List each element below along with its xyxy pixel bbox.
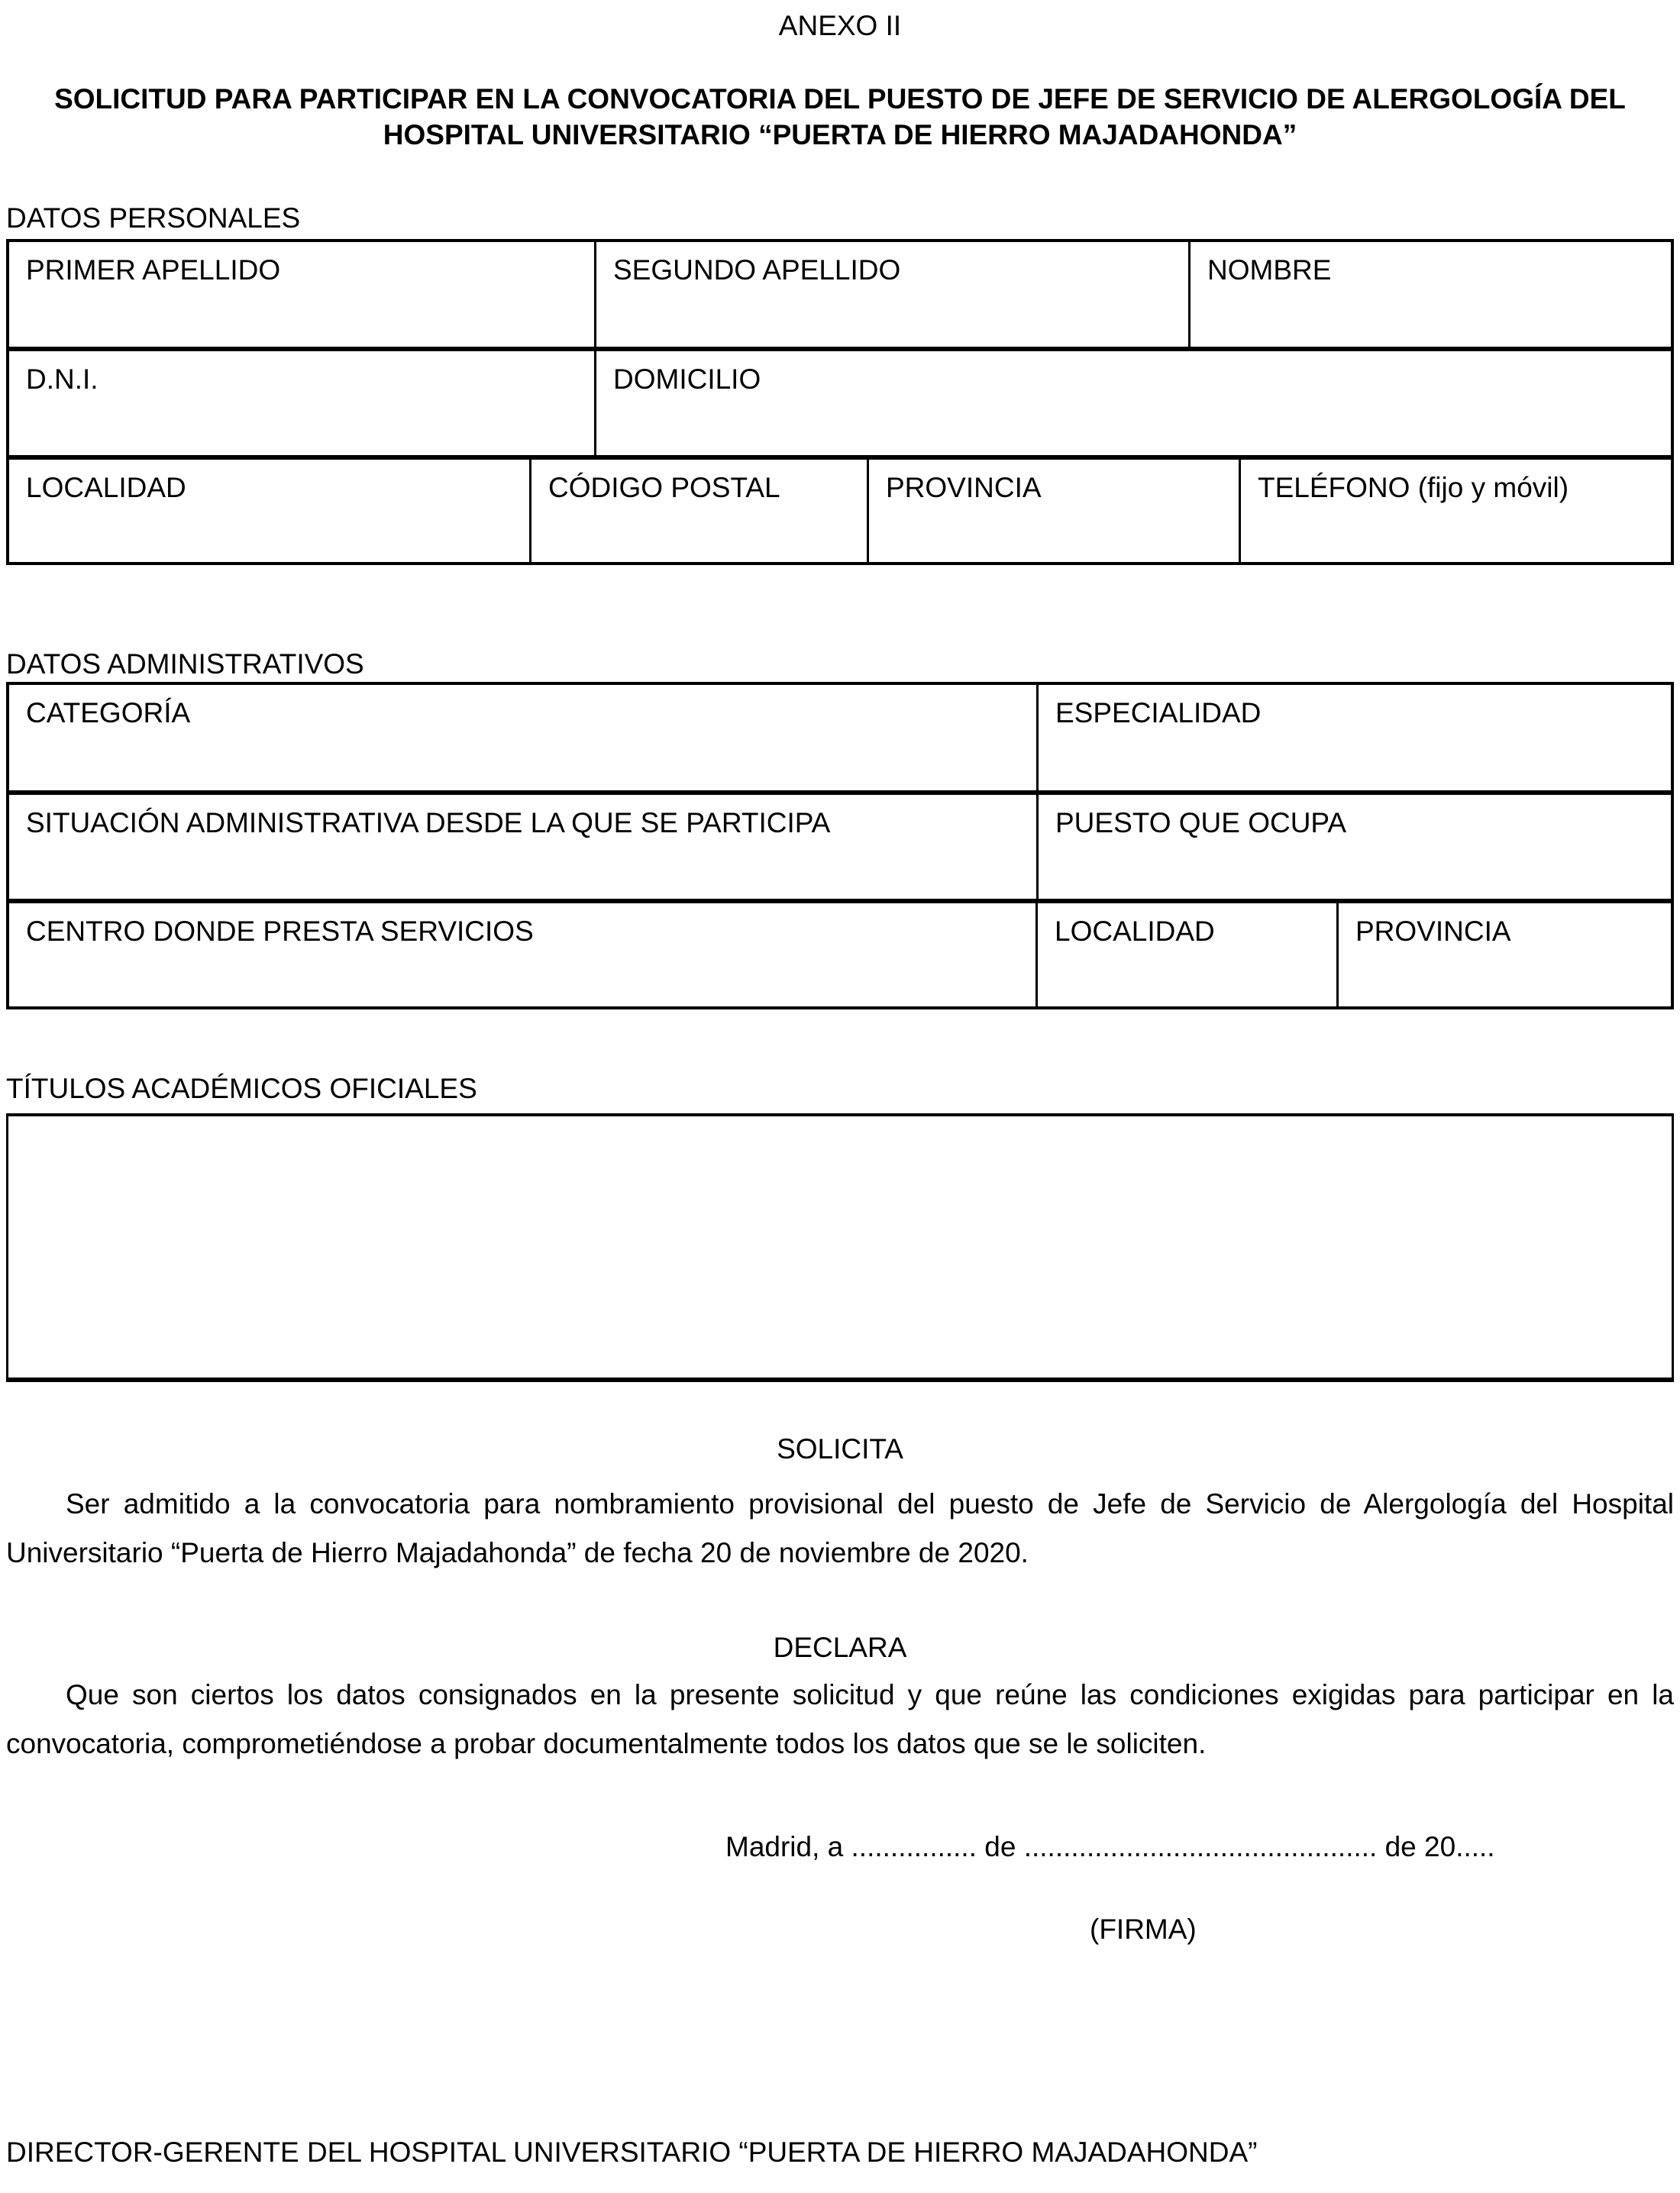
datos-personales-table xyxy=(6,239,1674,565)
table-row xyxy=(9,242,1671,347)
field-primer-apellido: PRIMER APELLIDO xyxy=(26,254,281,286)
section-heading-declara: DECLARA xyxy=(773,1632,907,1663)
field-especialidad: ESPECIALIDAD xyxy=(1036,685,1671,790)
field-segundo-apellido: SEGUNDO APELLIDO xyxy=(594,242,1188,347)
date-day-dotted-blank: ................ xyxy=(851,1831,977,1862)
field-codigo-postal: CÓDIGO POSTAL xyxy=(529,460,867,562)
date-line xyxy=(725,1831,1495,1863)
signature-label: (FIRMA) xyxy=(1090,1914,1197,1945)
date-year-dotted-blank: ..... xyxy=(1455,1831,1495,1862)
section-heading-datos-personales: DATOS PERSONALES xyxy=(6,202,301,234)
titulos-academicos-box xyxy=(6,1113,1674,1382)
field-domicilio: DOMICILIO xyxy=(594,351,1671,455)
date-line-de1: de xyxy=(984,1831,1016,1862)
solicita-paragraph: Ser admitido a la convocatoria para nombramiento provisional del puesto de Jefe de Servicio de Alergología del Hospital Universitario “Puerta de Hierro Majadahonda” de fecha 20 de noviembre de 2020. xyxy=(6,1488,1674,1568)
date-line-de2: de 20 xyxy=(1384,1831,1456,1862)
date-line-prefix: Madrid, a xyxy=(725,1831,844,1862)
field-dni: D.N.I. xyxy=(26,363,99,395)
declara-paragraph: Que son ciertos los datos consignados en la presente solicitud y que reúne las condiciones exigidas para participar en la convocatoria, comprometiéndose a probar documentalmente todos los datos que se le soliciten. xyxy=(6,1679,1674,1759)
table-row xyxy=(9,790,1671,899)
section-heading-titulos-academicos: TÍTULOS ACADÉMICOS OFICIALES xyxy=(6,1073,477,1104)
date-month-dotted-blank: ............................................. xyxy=(1023,1831,1378,1862)
page-title: SOLICITUD PARA PARTICIPAR EN LA CONVOCATORIA DEL PUESTO DE JEFE DE SERVICIO DE ALERGOLOGÍA DEL HOSPITAL UNIVERSITARIO “PUERTA DE HIERRO MAJADAHONDA” xyxy=(54,83,1626,150)
section-heading-datos-administrativos: DATOS ADMINISTRATIVOS xyxy=(6,648,364,680)
datos-administrativos-table xyxy=(6,682,1674,1009)
field-localidad: LOCALIDAD xyxy=(26,472,186,503)
field-localidad-admin: LOCALIDAD xyxy=(1035,903,1336,1006)
anexo-label: ANEXO II xyxy=(778,10,902,41)
field-categoria: CATEGORÍA xyxy=(26,697,191,728)
field-puesto-que-ocupa: PUESTO QUE OCUPA xyxy=(1036,795,1671,899)
table-row xyxy=(9,685,1671,790)
table-row xyxy=(9,455,1671,562)
field-centro-servicios: CENTRO DONDE PRESTA SERVICIOS xyxy=(26,916,534,947)
field-telefono: TELÉFONO (fijo y móvil) xyxy=(1239,460,1671,562)
section-heading-solicita: SOLICITA xyxy=(777,1433,903,1465)
field-nombre: NOMBRE xyxy=(1188,242,1671,347)
field-provincia: PROVINCIA xyxy=(867,460,1239,562)
footer-addressee: DIRECTOR-GERENTE DEL HOSPITAL UNIVERSITARIO “PUERTA DE HIERRO MAJADAHONDA” xyxy=(6,2136,1258,2168)
table-row xyxy=(9,347,1671,455)
field-situacion-administrativa: SITUACIÓN ADMINISTRATIVA DESDE LA QUE SE PARTICIPA xyxy=(26,807,831,838)
field-provincia-admin: PROVINCIA xyxy=(1336,903,1671,1006)
table-row xyxy=(9,899,1671,1006)
